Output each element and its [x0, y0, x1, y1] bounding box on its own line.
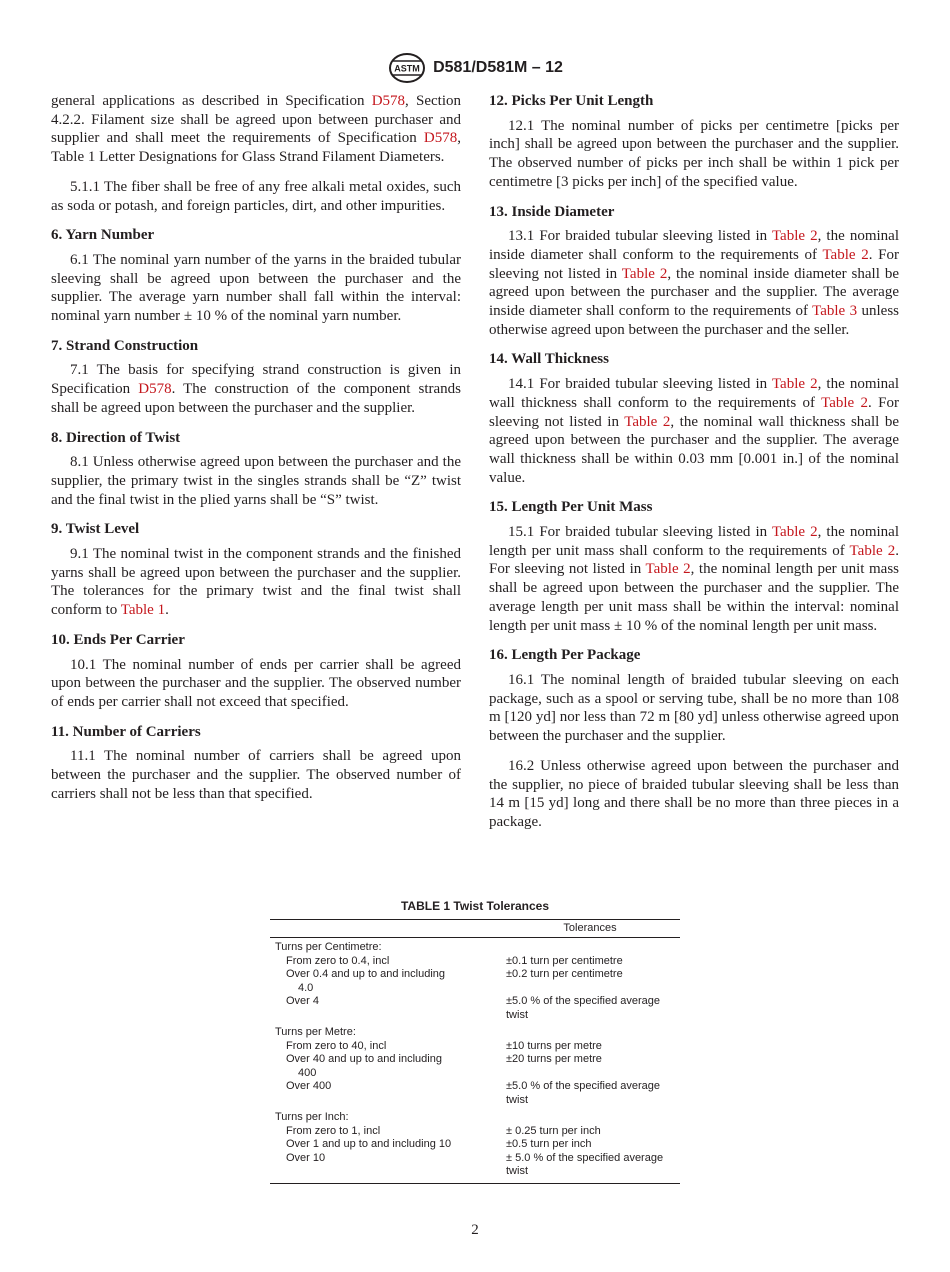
table-row: Over 4 ±5.0 % of the specified average twist [286, 995, 661, 1021]
table-row: From zero to 0.4, incl ±0.1 turn per centimetre [286, 954, 623, 967]
table-header-row [270, 919, 680, 938]
link-table-2[interactable]: Table 2 [621, 265, 668, 282]
page-number: 2 [471, 1222, 479, 1238]
link-d578[interactable]: D578 [423, 130, 458, 147]
section-16-title: 16. Length Per Package [489, 647, 641, 664]
table-caption: TABLE 1 Twist Tolerances [400, 899, 550, 913]
table-row: From zero to 1, incl ± 0.25 turn per inch [286, 1124, 601, 1137]
table-header-empty [270, 919, 500, 938]
paragraph-15-1: 15.1 For braided tubular sleeving listed in Table 2, the nominal length per unit mass shall conform to the requirements of Table 2. For sleeving not listed in Table 2, the nominal length per unit mass shall be agreed upon between the purchaser and the supplier. The average length per unit mass shall be within the interval: nominal length per unit mass ± 10 % of the nominal length per unit mass. [489, 524, 899, 634]
paragraph-6-1: 6.1 The nominal yarn number of the yarns in the braided tubular sleeving shall be agreed upon between the purchaser and the supplier. The average yarn number shall fall within the interval: nominal yarn number ± 10 % of the nominal yarn number. [51, 251, 461, 325]
table-row: From zero to 40, incl ±10 turns per metre [286, 1039, 602, 1052]
link-table-2[interactable]: Table 2 [624, 413, 671, 430]
link-table-2[interactable]: Table 2 [771, 376, 818, 393]
svg-text:ASTM: ASTM [394, 63, 420, 74]
table-group-row: Turns per Metre: [275, 1026, 356, 1038]
link-d578[interactable]: D578 [138, 381, 172, 398]
paragraph-13-1: 13.1 For braided tubular sleeving listed in Table 2, the nominal inside diameter shall conform to the requirements of Table 2. For sleeving not listed in Table 2, the nominal inside diameter shall be agreed upon between the purchaser and the supplier. The average inside diameter shall conform to the requirements of Table 3 unless otherwise agreed upon between the purchaser and the seller. [489, 228, 900, 338]
link-table-2[interactable]: Table 2 [822, 246, 869, 263]
paragraph-12-1: 12.1 The nominal number of picks per centimetre [picks per inch] shall be agreed upon between the purchaser and the supplier. The observed number of picks per inch shall be within 1 pick per centimetre [3 picks per inch] of the specified value. [489, 117, 899, 190]
section-10-title: 10. Ends Per Carrier [51, 631, 185, 648]
twist-tolerances-table [270, 919, 680, 1184]
section-6-title: 6. Yarn Number [51, 227, 155, 244]
section-15-title: 15. Length Per Unit Mass [489, 499, 653, 516]
paragraph-8-1: 8.1 Unless otherwise agreed upon between the purchaser and the supplier, the primary twist in the singles strands shall be “Z” twist and the final twist in the plied yarns shall be “S” twist. [51, 454, 461, 508]
paragraph-7-1: 7.1 The basis for specifying strand construction is given in Specification D578. The construction of the component strands shall be agreed upon between the purchaser and the supplier. [51, 362, 462, 416]
standard-designation: D581/D581M – 12 [433, 59, 563, 76]
table-row: Over 1 and up to and including 10 ±0.5 turn per inch [286, 1138, 592, 1150]
section-11-title: 11. Number of Carriers [51, 723, 201, 740]
paragraph-16-2: 16.2 Unless otherwise agreed upon between the purchaser and the supplier, no piece of braided tubular sleeving shall be less than 14 m [15 yd] long and there shall be no more than three pieces in a package. [489, 757, 899, 830]
link-table-2[interactable]: Table 2 [771, 524, 818, 541]
table-group-row: Turns per Centimetre: [275, 941, 382, 953]
section-12-title: 12. Picks Per Unit Length [489, 93, 654, 109]
astm-logo-icon [387, 52, 427, 84]
section-9-title: 9. Twist Level [51, 521, 140, 538]
table-row: Over 0.4 and up to and including 4.0 ±0.2 turn per centimetre [286, 968, 623, 994]
section-14-title: 14. Wall Thickness [489, 351, 609, 368]
section-7-title: 7. Strand Construction [51, 337, 199, 354]
link-table-3[interactable]: Table 3 [812, 303, 858, 320]
section-8-title: 8. Direction of Twist [51, 429, 181, 446]
link-table-2[interactable]: Table 2 [771, 228, 818, 245]
paragraph-5-1-cont: general applications as described in Specification D578, Section 4.2.2. Filament size shall be agreed upon between purchaser and supplier and shall meet the requirements of Specification D578, Table 1 Letter Designations for Glass Strand Filament Diameters. [51, 93, 462, 166]
right-column [489, 92, 899, 843]
paragraph-5-1-1: 5.1.1 The fiber shall be free of any free alkali metal oxides, such as soda or potash, and foreign particles, dirt, and other impurities. [51, 178, 461, 214]
paragraph-14-1: 14.1 For braided tubular sleeving listed in Table 2, the nominal wall thickness shall conform to the requirements of Table 2. For sleeving not listed in Table 2, the nominal wall thickness shall be agreed upon between the purchaser and the supplier. The average wall thickness shall be within 0.03 mm [0.001 in.] of the nominal value. [489, 376, 899, 486]
link-d578[interactable]: D578 [371, 93, 406, 109]
table-group-row: Turns per Inch: [275, 1111, 349, 1123]
paragraph-16-1: 16.1 The nominal length of braided tubular sleeving on each package, such as a spool or serving tube, shall be no more than 108 m [120 yd] nor less than 72 m [80 yd] unless otherwise agreed upon between the purchaser and the supplier. [489, 671, 899, 745]
table-1 [270, 900, 680, 1184]
link-table-2[interactable]: Table 2 [849, 542, 896, 559]
table-row: Over 40 and up to and including 400 ±20 turns per metre [286, 1053, 602, 1079]
link-table-1[interactable]: Table 1 [120, 602, 166, 619]
table-header-tolerances: Tolerances [500, 919, 680, 938]
paragraph-9-1: 9.1 The nominal twist in the component strands and the finished yarns shall be agreed upon between the purchaser and the supplier. The tolerances for the primary twist and the final twist shall conform to Table 1. [51, 546, 461, 619]
table-row: Over 400 ±5.0 % of the specified average twist [286, 1080, 661, 1106]
paragraph-10-1: 10.1 The nominal number of ends per carrier shall be agreed upon between the purchaser and the supplier. The observed number of ends per carrier shall not exceed that specified. [51, 656, 461, 710]
page-header [0, 52, 950, 89]
paragraph-11-1: 11.1 The nominal number of carriers shall be agreed upon between the purchaser and the supplier. The observed number of carriers shall not be less than that specified. [51, 748, 461, 802]
link-table-2[interactable]: Table 2 [821, 394, 869, 411]
table-row: Over 10 ± 5.0 % of the specified average twist [286, 1151, 664, 1177]
link-table-2[interactable]: Table 2 [645, 561, 691, 578]
section-13-title: 13. Inside Diameter [489, 203, 615, 220]
left-column [51, 92, 461, 815]
